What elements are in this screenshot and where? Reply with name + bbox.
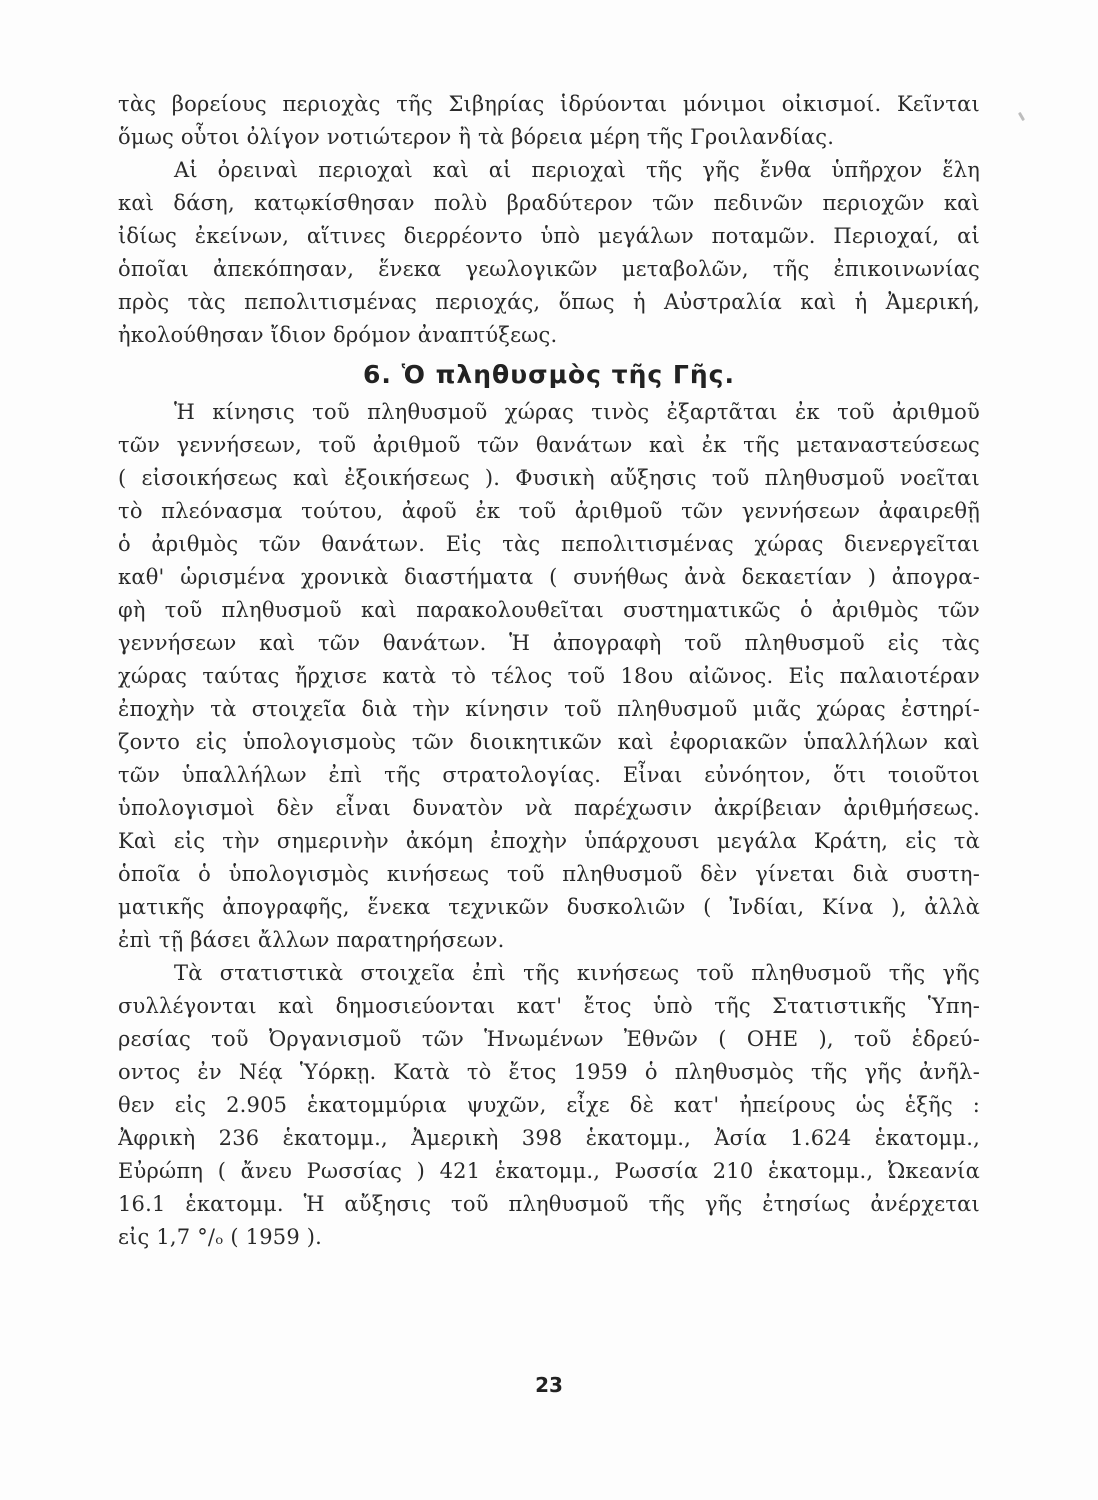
text-line: Εὐρώπη ( ἄνευ Ρωσσίας ) 421 ἑκατομμ., Ρωσσία 210 ἑκατομμ., Ὠκεανία: [118, 1159, 980, 1183]
text-line: 16.1 ἑκατομμ. Ἡ αὔξησις τοῦ πληθυσμοῦ τῆς γῆς ἐτησίως ἀνέρχεται: [118, 1192, 980, 1216]
text-line: τῶν ὑπαλλήλων ἐπὶ τῆς στρατολογίας. Εἶναι εὐνόητον, ὅτι τοιοῦτοι: [118, 763, 980, 787]
text-line: Ἡ κίνησις τοῦ πληθυσμοῦ χώρας τινὸς ἐξαρτᾶται ἐκ τοῦ ἀριθμοῦ: [174, 400, 980, 424]
text-block: [118, 88, 980, 1254]
text-line: ἐπὶ τῇ βάσει ἄλλων παρατηρήσεων.: [118, 928, 505, 952]
text-line: ὁ ἀριθμὸς τῶν θανάτων. Εἰς τὰς πεπολιτισμένας χώρας διενεργεῖται: [118, 532, 980, 556]
text-line: φὴ τοῦ πληθυσμοῦ καὶ παρακολουθεῖται συστηματικῶς ὁ ἀριθμὸς τῶν: [118, 598, 980, 622]
text-line: Τὰ στατιστικὰ στοιχεῖα ἐπὶ τῆς κινήσεως τοῦ πληθυσμοῦ τῆς γῆς: [174, 961, 980, 985]
text-line: ὅμως οὗτοι ὀλίγον νοτιώτερον ἢ τὰ βόρεια μέρη τῆς Γροιλανδίας.: [118, 125, 835, 149]
text-line: ὁποῖαι ἀπεκόπησαν, ἕνεκα γεωλογικῶν μεταβολῶν, τῆς ἐπικοινωνίας: [118, 257, 980, 281]
paragraph-siberia: [118, 88, 980, 154]
paragraph-statistics: [118, 957, 980, 1254]
paragraph-population-movement: [118, 396, 980, 957]
text-line: ἰδίως ἐκείνων, αἵτινες διερρέοντο ὑπὸ μεγάλων ποταμῶν. Περιοχαί, αἱ: [118, 224, 980, 248]
text-line: ματικῆς ἀπογραφῆς, ἕνεκα τεχνικῶν δυσκολιῶν ( Ἰνδίαι, Κίνα ), ἀλλὰ: [118, 895, 980, 919]
text-line: Αἱ ὀρειναὶ περιοχαὶ καὶ αἱ περιοχαὶ τῆς γῆς ἔνθα ὑπῆρχον ἕλη: [174, 158, 980, 182]
text-line: τὰς βορείους περιοχὰς τῆς Σιβηρίας ἱδρύονται μόνιμοι οἰκισμοί. Κεῖνται: [118, 92, 980, 116]
page-number: 23: [535, 1373, 563, 1397]
text-line: καθ' ὡρισμένα χρονικὰ διαστήματα ( συνήθως ἀνὰ δεκαετίαν ) ἀπογρα-: [118, 565, 980, 589]
text-line: τῶν γεννήσεων, τοῦ ἀριθμοῦ τῶν θανάτων καὶ ἐκ τῆς μεταναστεύσεως: [118, 433, 980, 457]
text-line: ( εἰσοικήσεως καὶ ἐξοικήσεως ). Φυσικὴ αὔξησις τοῦ πληθυσμοῦ νοεῖται: [118, 466, 980, 490]
text-line: ὑπολογισμοὶ δὲν εἶναι δυνατὸν νὰ παρέχωσιν ἀκρίβειαν ἀριθμήσεως.: [118, 796, 980, 820]
text-line: Ἀφρικὴ 236 ἑκατομμ., Ἀμερικὴ 398 ἑκατομμ., Ἀσία 1.624 ἑκατομμ.,: [118, 1126, 980, 1150]
text-line: ζοντο εἰς ὑπολογισμοὺς τῶν διοικητικῶν καὶ ἐφοριακῶν ὑπαλλήλων καὶ: [118, 730, 980, 754]
text-line: ἐποχὴν τὰ στοιχεῖα διὰ τὴν κίνησιν τοῦ πληθυσμοῦ μιᾶς χώρας ἐστηρί-: [118, 697, 980, 721]
text-line: ἠκολούθησαν ἴδιον δρόμον ἀναπτύξεως.: [118, 323, 558, 347]
text-line: χώρας ταύτας ἤρχισε κατὰ τὸ τέλος τοῦ 18ου αἰῶνος. Εἰς παλαιοτέραν: [118, 664, 980, 688]
scan-speck: [1018, 112, 1025, 121]
text-line: οντος ἐν Νέᾳ Ὑόρκῃ. Κατὰ τὸ ἔτος 1959 ὁ πληθυσμὸς τῆς γῆς ἀνῆλ-: [118, 1060, 980, 1084]
paragraph-mountain-regions: [118, 154, 980, 352]
text-line: συλλέγονται καὶ δημοσιεύονται κατ' ἔτος ὑπὸ τῆς Στατιστικῆς Ὑπη-: [118, 994, 980, 1018]
text-line: πρὸς τὰς πεπολιτισμένας περιοχάς, ὅπως ἡ Αὐστραλία καὶ ἡ Ἀμερική,: [118, 290, 980, 314]
text-line: τὸ πλεόνασμα τούτου, ἀφοῦ ἐκ τοῦ ἀριθμοῦ τῶν γεννήσεων ἀφαιρεθῇ: [118, 499, 980, 523]
text-line: καὶ δάση, κατῳκίσθησαν πολὺ βραδύτερον τῶν πεδινῶν περιοχῶν καὶ: [118, 191, 980, 215]
text-line: Καὶ εἰς τὴν σημερινὴν ἀκόμη ἐποχὴν ὑπάρχουσι μεγάλα Κράτη, εἰς τὰ: [118, 829, 980, 853]
text-line: ρεσίας τοῦ Ὀργανισμοῦ τῶν Ἡνωμένων Ἐθνῶν ( ΟΗΕ ), τοῦ ἑδρεύ-: [118, 1027, 980, 1051]
text-line: ὁποῖα ὁ ὑπολογισμὸς κινήσεως τοῦ πληθυσμοῦ δὲν γίνεται διὰ συστη-: [118, 862, 980, 886]
text-line: γεννήσεων καὶ τῶν θανάτων. Ἡ ἀπογραφὴ τοῦ πληθυσμοῦ εἰς τὰς: [118, 631, 980, 655]
section-heading: 6. Ὁ πληθυσμὸς τῆς Γῆς.: [363, 360, 735, 389]
text-line: θεν εἰς 2.905 ἑκατομμύρια ψυχῶν, εἶχε δὲ κατ' ἠπείρους ὡς ἑξῆς :: [118, 1093, 980, 1117]
text-line: εἰς 1,7 °/ₒ ( 1959 ).: [118, 1225, 323, 1249]
